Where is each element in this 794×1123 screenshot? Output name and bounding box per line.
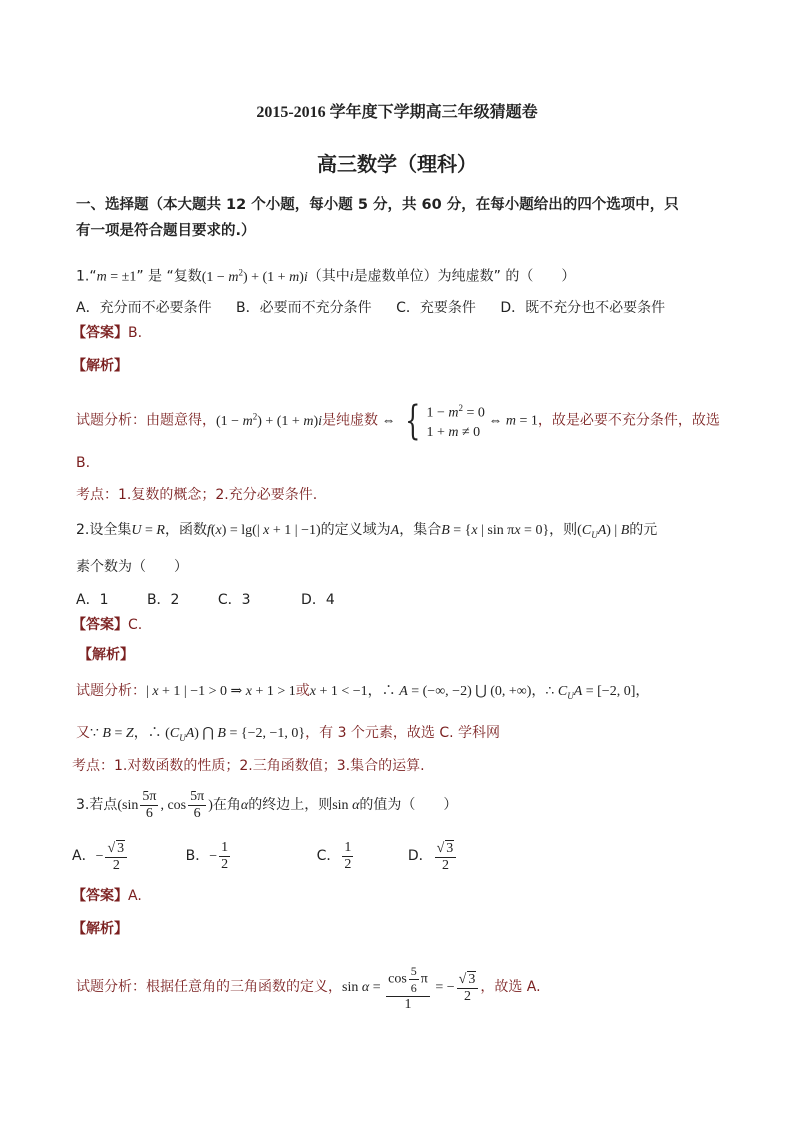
option-b: B．2 [146, 592, 180, 608]
option-b: B．必要而不充分条件 [236, 300, 372, 316]
page-title: 2015-2016 学年度下学期高三年级猜题卷 [256, 104, 538, 121]
option-c: C． $\frac{1}{2}$ [316, 840, 352, 873]
answer-2: 【答案】C. [72, 617, 143, 633]
option-a: A．1 [76, 592, 109, 608]
answer-3: 【答案】A. [72, 888, 142, 904]
option-a: A．充分而不必要条件 [76, 300, 212, 316]
question-2-stem-line2: 素个数为（ ） [76, 559, 188, 575]
question-3-stem: 3.若点(sin $\frac{5\pi}{6}$ , cos $\frac{5\pi}{6}$ )在角α的终边上，则sin α的值为（ ） [76, 789, 458, 822]
analysis-label-3: 【解析】 [72, 921, 128, 937]
option-a: A．− $\frac{√ 3}{2}$ [72, 848, 129, 864]
question-1-options [76, 299, 665, 317]
option-d: D．既不充分也不必要条件 [500, 300, 666, 316]
equation-system: $1 - m^2 = 0$ 1 + m ≠ 0 [426, 402, 485, 441]
analysis-2-line1: 试题分析：| x + 1 | −1 > 0 ⇒ x + 1 > 1或x + 1 < −1，∴ A = (−∞, −2) ⋃ (0, +∞)，∴ $C_UA = [-2$, 0]， [76, 683, 650, 701]
section-heading-line2: 有一项是符合题目要求的.） [76, 223, 256, 239]
option-b: B．− $\frac{1}{2}$ [185, 840, 229, 873]
complex-expression: $(1 - m^2) + (1 + m)i$ [201, 267, 308, 285]
answer-1: 【答案】B. [72, 325, 143, 341]
question-3-options [72, 836, 458, 877]
question-number: 1. [76, 268, 90, 285]
option-c: C．3 [217, 592, 251, 608]
section-heading-line1: 一、选择题（本大题共 12 个小题，每小题 5 分，共 60 分，在每小题给出的四个选项中，只 [76, 197, 679, 213]
page-subtitle: 高三数学（理科） [317, 152, 477, 176]
analysis-1-end: B. [76, 455, 91, 471]
knowledge-point-1: 考点：1.复数的概念；2.充分必要条件. [76, 487, 318, 503]
analysis-2-line2: 又∵ B = Z，∴ $(C_UA)$ ⋂ B = {−2, −1, 0}，有 3 个元素，故选 C. 学科网 [76, 725, 501, 743]
analysis-label-1: 【解析】 [72, 358, 128, 374]
question-1-stem: 1.“m = ±1” 是 “复数$(1 - m^2) + (1 + m)i$（其中i是虚数单位）为纯虚数” 的（ ） [76, 267, 576, 285]
knowledge-point-2: 考点：1.对数函数的性质；2.三角函数值；3.集合的运算. [72, 758, 425, 774]
analysis-label-2: 【解析】 [78, 647, 134, 663]
option-c: C．充要条件 [396, 300, 476, 316]
question-2-stem-line1: 2.设全集U = R，函数f(x) = lg(| x + 1 | −1)的定义域为A，集合B = {x | sin πx = 0}，则$(C_UA)$ | B的元 [76, 522, 658, 540]
question-2-options [76, 591, 335, 609]
option-d: D． $\frac{√ 3}{2}$ [408, 848, 458, 864]
option-d: D．4 [301, 592, 335, 608]
analysis-1-detail: 试题分析：由题意得，$(1 - m^2) + (1 + m)i$是纯虚数 ⇔ { $1 - m^2 = 0$ 1 + m ≠ 0 ⇔ m = 1，故是必要不充分条件，故选 [76, 397, 720, 444]
analysis-3-detail: 试题分析：根据任意角的三角函数的定义，sin α = cos $\frac{5}{6}$ π 1 = − $\frac{√ 3}{2}$ ，故选 A. [76, 963, 541, 1012]
